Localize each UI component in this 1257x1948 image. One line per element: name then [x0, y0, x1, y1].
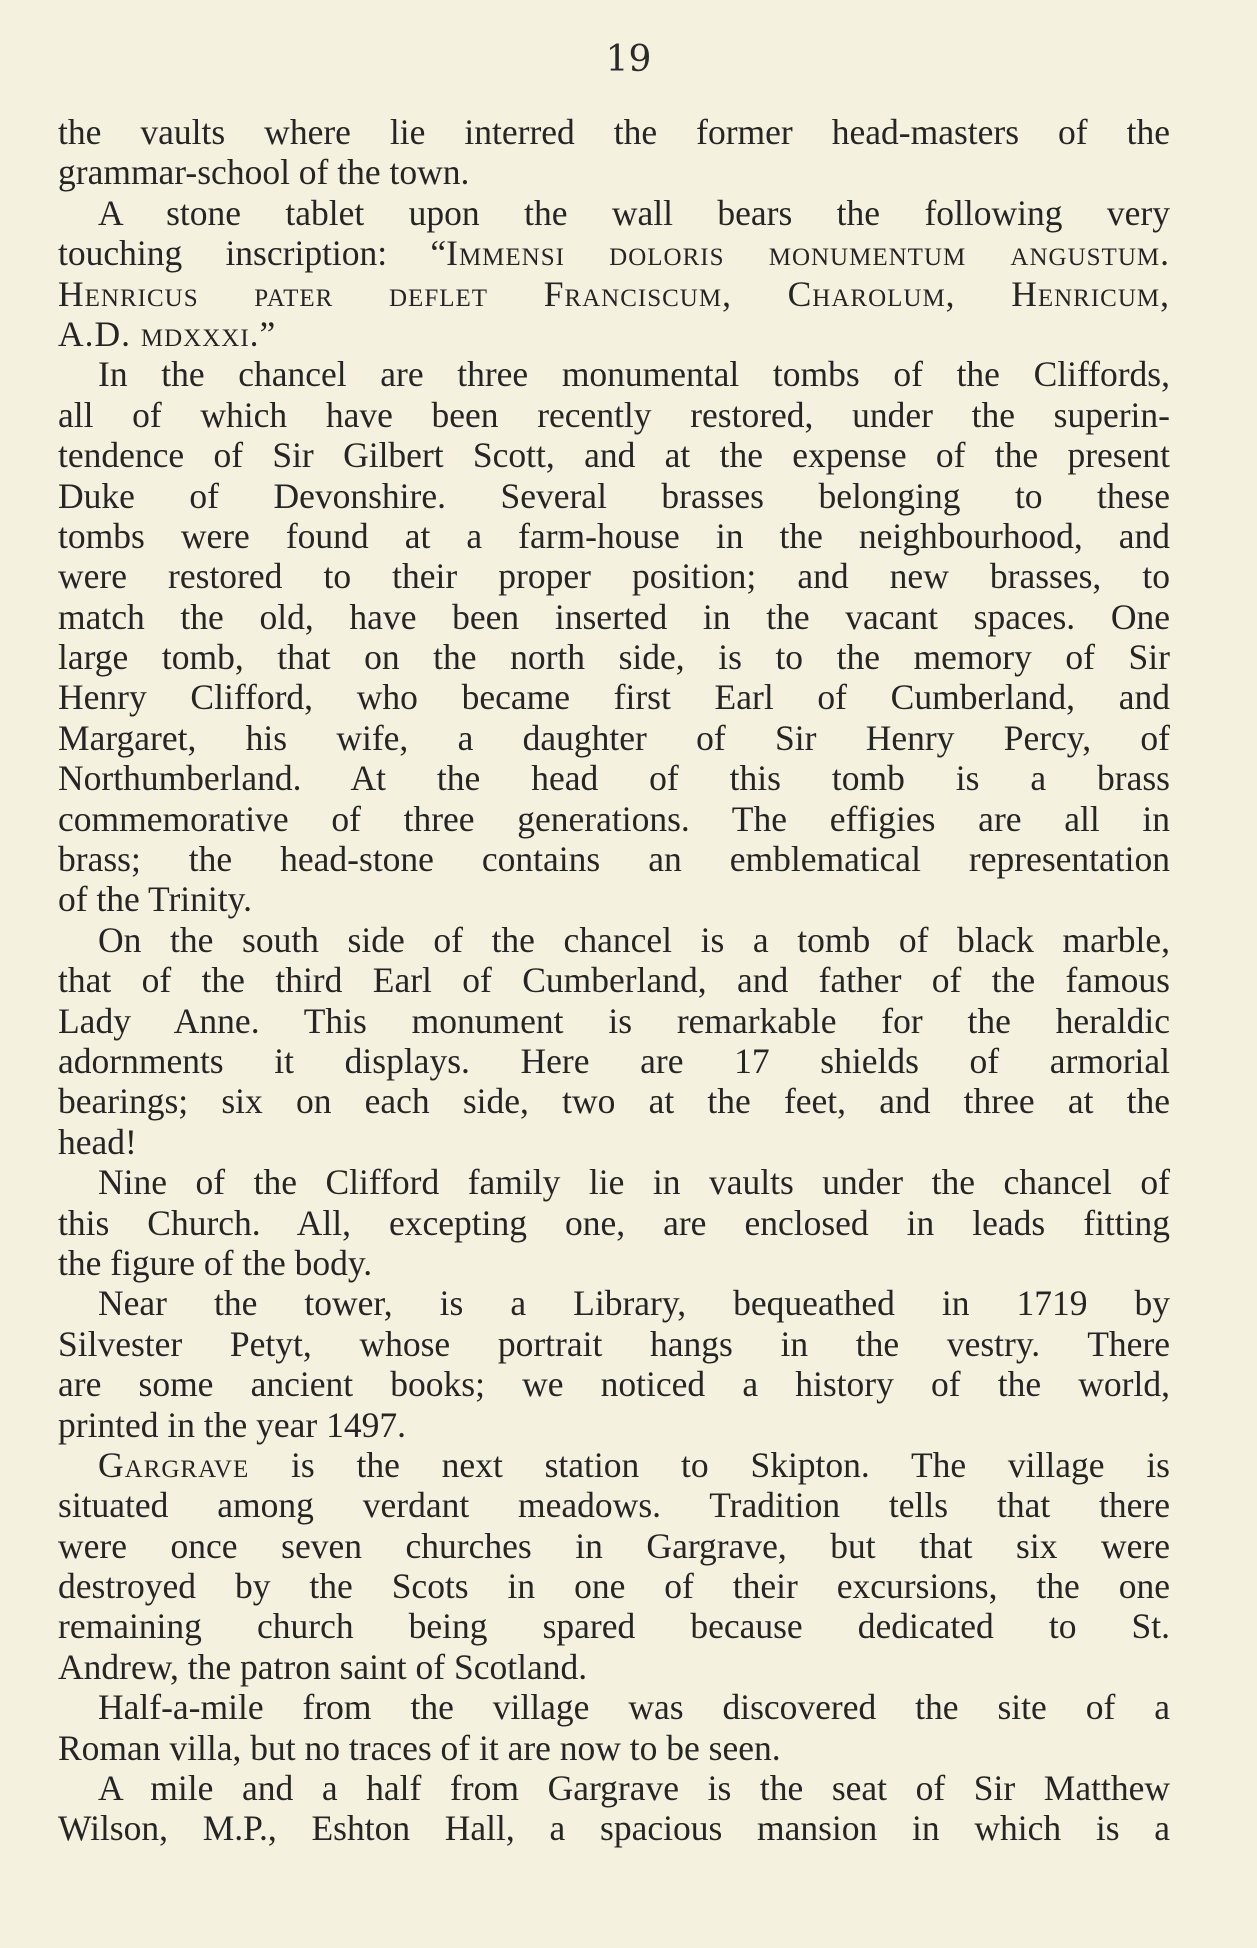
text-line: remaining church being spared because dedicated to St. — [58, 1606, 1170, 1647]
text-line: A mile and a half from Gargrave is the seat of Sir Matthew — [98, 1768, 1170, 1809]
text-line: A stone tablet upon the wall bears the following very — [98, 192, 1170, 233]
text-line: that of the third Earl of Cumberland, and father of the famous — [58, 960, 1170, 1001]
text-line: Roman villa, but no traces of it are now to be seen. — [58, 1727, 781, 1768]
text-line: the figure of the body. — [58, 1242, 373, 1283]
text-line: Andrew, the patron saint of Scotland. — [58, 1646, 588, 1687]
text-line: are some ancient books; we noticed a history of the world, — [58, 1364, 1170, 1405]
text-line: destroyed by the Scots in one of their excursions, the one — [58, 1566, 1170, 1607]
text-line: Nine of the Clifford family lie in vaults under the chancel of — [98, 1162, 1170, 1203]
text-line: adornments it displays. Here are 17 shields of armorial — [58, 1040, 1170, 1081]
text-line: A.D. mdxxxi.” — [58, 313, 277, 354]
text-line: Near the tower, is a Library, bequeathed in 1719 by — [98, 1283, 1170, 1324]
text-line: In the chancel are three monumental tombs of the Cliffords, — [98, 354, 1170, 395]
text-line: Northumberland. At the head of this tomb is a brass — [58, 758, 1170, 799]
text-line: bearings; six on each side, two at the feet, and three at the — [58, 1081, 1170, 1122]
text-line: tombs were found at a farm-house in the neighbourhood, and — [58, 515, 1170, 556]
text-line: Half-a-mile from the village was discovered the site of a — [98, 1687, 1170, 1728]
text-line: Margaret, his wife, a daughter of Sir Henry Percy, of — [58, 717, 1170, 758]
text-line: were once seven churches in Gargrave, but that six were — [58, 1525, 1170, 1566]
body-text — [58, 112, 1170, 1849]
text-line: Lady Anne. This monument is remarkable for the heraldic — [58, 1000, 1170, 1041]
text-line: this Church. All, excepting one, are enclosed in leads fitting — [58, 1202, 1170, 1243]
text-line: tendence of Sir Gilbert Scott, and at the expense of the present — [58, 435, 1170, 476]
text-line: grammar-school of the town. — [58, 152, 470, 193]
text-line: printed in the year 1497. — [58, 1404, 406, 1445]
text-line: Silvester Petyt, whose portrait hangs in the vestry. There — [58, 1323, 1170, 1364]
text-line: the vaults where lie interred the former head-masters of the — [58, 112, 1170, 152]
text-line: large tomb, that on the north side, is to the memory of Sir — [58, 637, 1170, 678]
text-line: situated among verdant meadows. Tradition tells that there — [58, 1485, 1170, 1526]
text-line: were restored to their proper position; and new brasses, to — [58, 556, 1170, 597]
text-line: On the south side of the chancel is a tomb of black marble, — [98, 919, 1170, 960]
text-line: Henricus pater deflet Franciscum, Charolum, Henricum, — [58, 273, 1170, 314]
text-line: Gargrave is the next station to Skipton. The village is — [98, 1444, 1170, 1485]
text-line: brass; the head-stone contains an emblematical representation — [58, 839, 1170, 880]
text-line: Duke of Devonshire. Several brasses belonging to these — [58, 475, 1170, 516]
text-line: commemorative of three generations. The effigies are all in — [58, 798, 1170, 839]
text-line: head! — [58, 1121, 137, 1162]
page-number: 19 — [605, 39, 652, 80]
text-line: all of which have been recently restored, under the superin- — [58, 394, 1170, 435]
text-line: of the Trinity. — [58, 879, 252, 920]
text-line: Wilson, M.P., Eshton Hall, a spacious mansion in which is a — [58, 1808, 1170, 1849]
text-line: match the old, have been inserted in the vacant spaces. One — [58, 596, 1170, 637]
text-line: Henry Clifford, who became first Earl of Cumberland, and — [58, 677, 1170, 718]
text-line: touching inscription: “Immensi doloris monumentum angustum. — [58, 233, 1170, 274]
